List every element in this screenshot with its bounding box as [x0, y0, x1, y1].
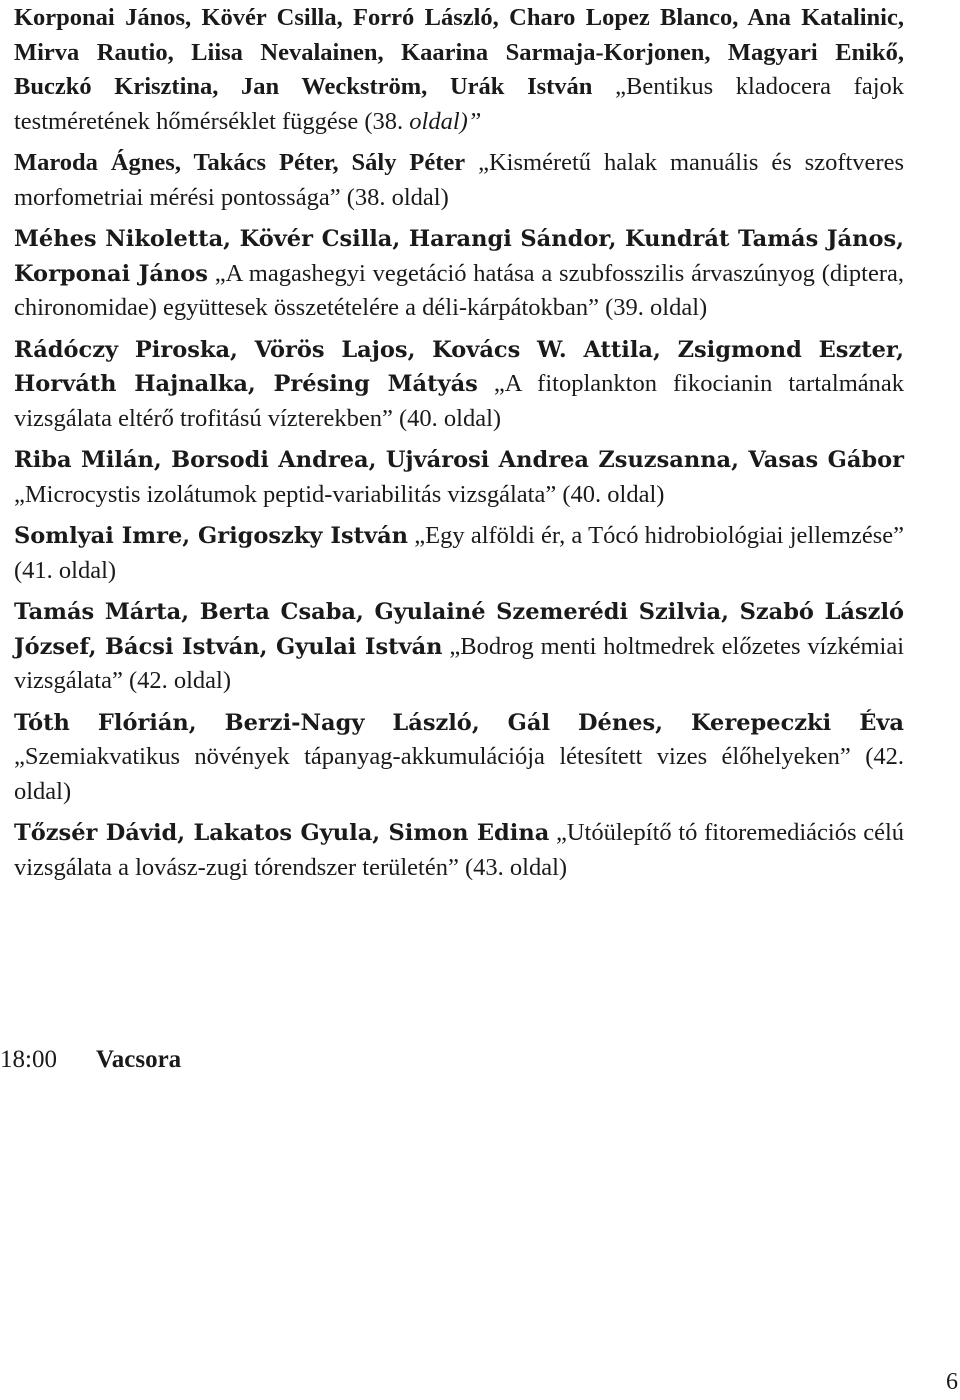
entry-title: „Bentikus kladocera fajok testméretének hőmérséklet függése (38. — [14, 73, 905, 135]
list-item — [14, 1, 904, 139]
entry-page-ref: (40. oldal) — [562, 480, 665, 508]
entry-authors: Rádóczy Piroska, Vörös Lajos, Kovács W. Attila, Zsigmond Eszter, Horváth Hajnalka, Présing Mátyás — [14, 336, 904, 397]
schedule-time: 18:00 — [0, 1046, 57, 1073]
entry-page-ref: (41. oldal) — [14, 556, 117, 584]
list-item — [14, 706, 904, 810]
list-item — [14, 146, 904, 215]
entry-page-ref: (40. oldal) — [399, 404, 502, 432]
entry-page-ref: (39. oldal) — [605, 294, 708, 321]
entry-title: „Kisméretű halak manuális és szoftveres morfometriai mérési pontossága” (38. — [14, 149, 904, 211]
list-item — [14, 519, 904, 588]
entry-page-ref: (42. oldal) — [14, 743, 905, 805]
list-item — [14, 333, 904, 437]
entry-title: „Bodrog menti holtmedrek előzetes vízkémiai vizsgálata” — [14, 632, 905, 694]
entry-title: „Szemiakvatikus növények tápanyag-akkumulációja létesített vizes élőhelyeken” — [14, 743, 851, 770]
entry-page-ref: oldal)” — [409, 107, 482, 135]
entry-title: „A fitoplankton fikocianin tartalmának vizsgálata eltérő trofitású vízterekben” — [14, 370, 905, 432]
entry-authors: Tamás Márta, Berta Csaba, Gyulainé Szemerédi Szilvia, Szabó László József, Bácsi István, Gyulai István — [14, 599, 904, 660]
list-item — [14, 595, 904, 699]
entry-authors: Tőzsér Dávid, Lakatos Gyula, Simon Edina — [14, 820, 550, 846]
entry-page-ref: oldal) — [391, 183, 449, 211]
schedule-event: Vacsora — [96, 1046, 182, 1073]
list-item — [14, 816, 904, 885]
entry-title: „A magashegyi vegetáció hatása a szubfosszilis árvaszúnyog (diptera, chironomidae) együttesek összetételére a déli-kárpátokban” — [14, 259, 904, 321]
list-item — [14, 222, 904, 326]
entry-page-ref: (42. oldal) — [128, 667, 232, 694]
entry-title: „Egy alföldi ér, a Tócó hidrobiológiai jellemzése” — [414, 522, 904, 549]
abstract-list — [14, 0, 904, 892]
page-number: 6 — [946, 1369, 958, 1395]
entry-title: „Utóülepítő tó fitoremediációs célú vizsgálata a lovász-zugi tórendszer területén” — [14, 819, 905, 881]
list-item — [14, 443, 904, 512]
entry-authors: Somlyai Imre, Grigoszky István — [14, 523, 409, 549]
entry-authors: Tóth Flórián, Berzi-Nagy László, Gál Dénes, Kerepeczki Éva — [14, 709, 904, 736]
schedule-item — [0, 1043, 181, 1077]
entry-authors: Méhes Nikoletta, Kövér Csilla, Harangi Sándor, Kundrát Tamás János, Korponai János — [14, 226, 904, 287]
entry-authors: Maroda Ágnes, Takács Péter, Sály Péter — [14, 149, 466, 176]
entry-page-ref: (43. oldal) — [465, 853, 568, 881]
entry-authors: Riba Milán, Borsodi Andrea, Ujvárosi Andrea Zsuzsanna, Vasas Gábor — [14, 447, 904, 473]
entry-title: „Microcystis izolátumok peptid-variabilitás vizsgálata” — [14, 480, 557, 508]
entry-authors: Korponai János, Kövér Csilla, Forró László, Charo Lopez Blanco, Ana Katalinic, Mirva Rautio, Liisa Nevalainen, Kaarina Sarmaja-Korjonen, Magyari Enikő, Buczkó Krisztina, Jan Weckström, Urák István — [14, 4, 904, 100]
